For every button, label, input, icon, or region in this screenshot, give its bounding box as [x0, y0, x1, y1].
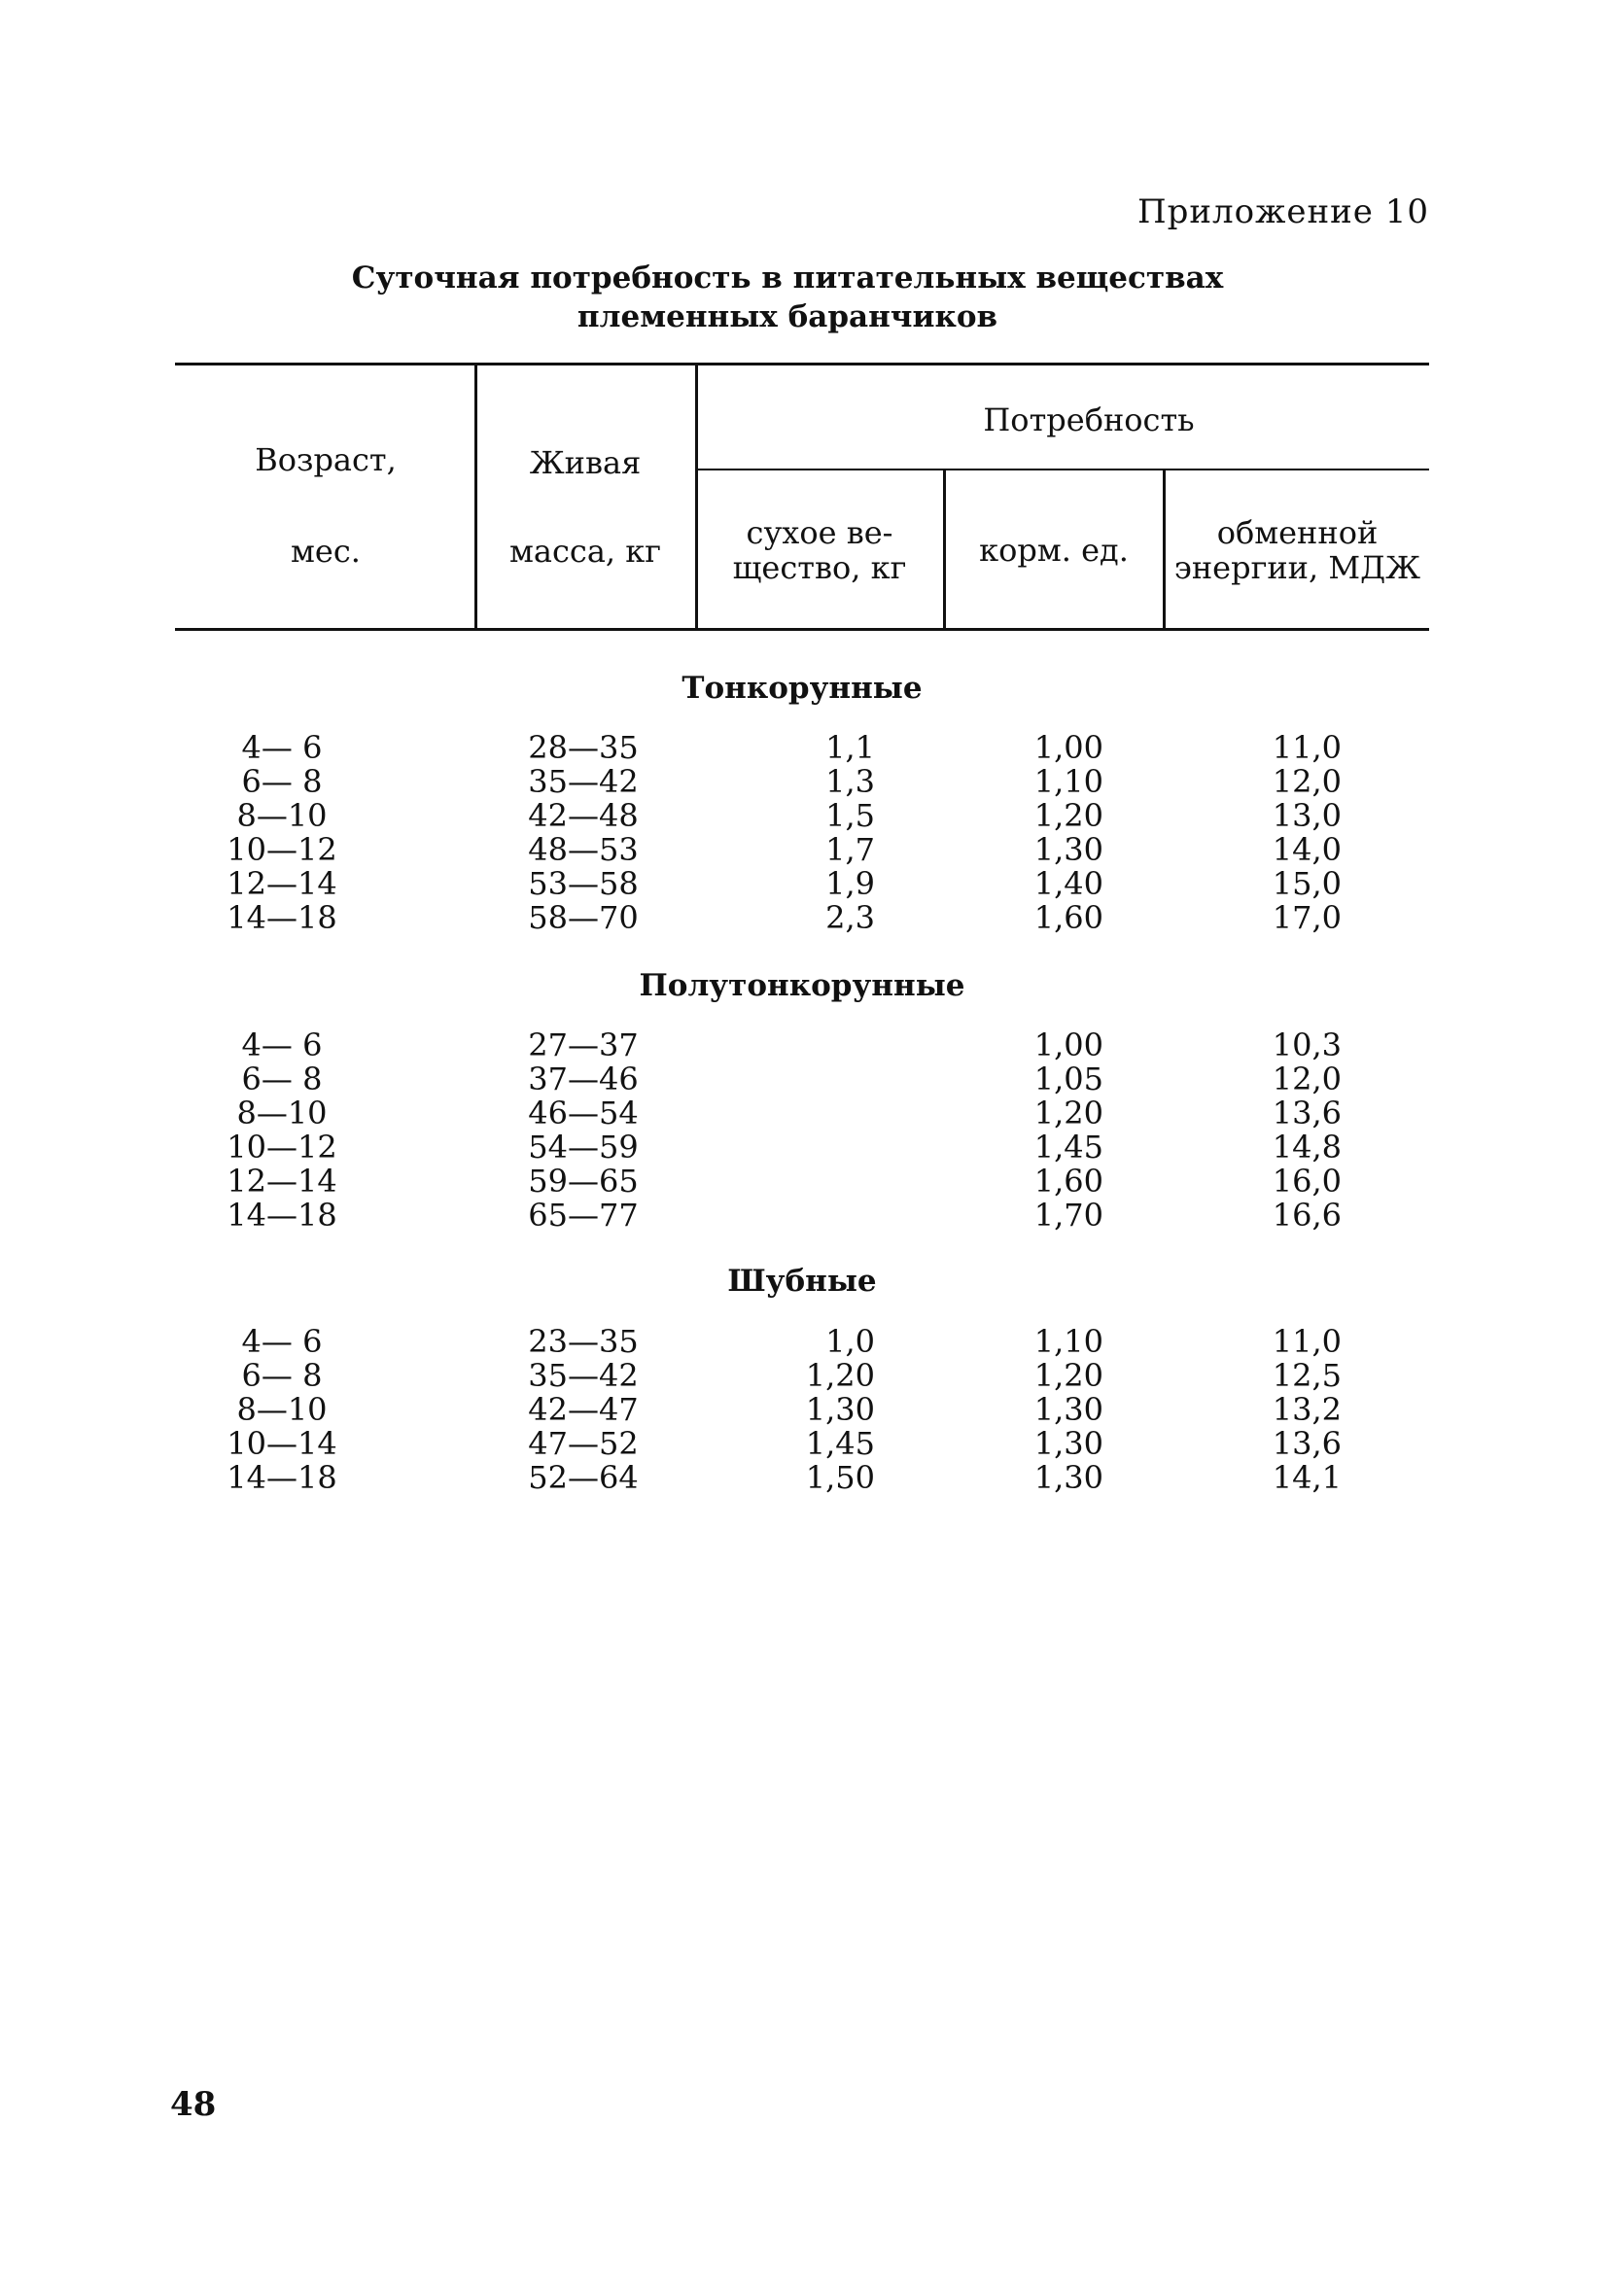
table-row — [0, 1324, 1608, 1359]
cell-feed-units: 1,30 — [1033, 831, 1103, 868]
cell-age: 12—14 — [227, 865, 337, 902]
cell-mass: 35—42 — [528, 1357, 639, 1394]
cell-feed-units: 1,00 — [1033, 1026, 1103, 1063]
cell-energy: 14,0 — [1272, 831, 1342, 868]
cell-mass: 42—48 — [528, 797, 639, 834]
cell-energy: 16,0 — [1272, 1163, 1342, 1200]
cell-mass: 35—42 — [528, 763, 639, 800]
header-mass-line-1: Живая — [529, 444, 642, 481]
table-row — [0, 730, 1608, 765]
table-row — [0, 1358, 1608, 1393]
column-divider-2 — [695, 365, 698, 628]
cell-feed-units: 1,60 — [1033, 1163, 1103, 1200]
cell-age: 14—18 — [227, 1197, 337, 1234]
cell-mass: 47—52 — [528, 1425, 639, 1462]
cell-feed-units: 1,45 — [1033, 1129, 1103, 1165]
cell-feed-units: 1,40 — [1033, 865, 1103, 902]
cell-dry-matter: 1,0 — [825, 1323, 875, 1360]
table-title-line-2: племенных баранчиков — [577, 299, 998, 334]
table-title-line-1: Суточная потребность в питательных веществах — [351, 261, 1224, 296]
cell-dry-matter: 1,30 — [805, 1391, 875, 1428]
cell-energy: 13,6 — [1272, 1095, 1342, 1131]
cell-age: 8—10 — [236, 1391, 328, 1428]
cell-mass: 59—65 — [528, 1163, 639, 1200]
header-need: Потребность — [983, 401, 1195, 438]
cell-mass: 65—77 — [528, 1197, 639, 1234]
cell-energy: 16,6 — [1272, 1197, 1342, 1234]
cell-mass: 23—35 — [528, 1323, 639, 1360]
cell-dry-matter: 1,20 — [805, 1357, 875, 1394]
cell-age: 10—14 — [227, 1425, 337, 1462]
need-sub-rule — [697, 469, 1429, 470]
cell-dry-matter: 1,45 — [805, 1425, 875, 1462]
table-row — [0, 1096, 1608, 1131]
header-mass — [478, 445, 692, 569]
cell-age: 10—12 — [227, 1129, 337, 1165]
table-row — [0, 1198, 1608, 1233]
appendix-label: Приложение 10 — [1136, 192, 1429, 231]
cell-mass: 54—59 — [528, 1129, 639, 1165]
cell-mass: 58—70 — [528, 899, 639, 936]
cell-feed-units: 1,20 — [1033, 797, 1103, 834]
cell-age: 14—18 — [227, 899, 337, 936]
table-row — [0, 1460, 1608, 1495]
cell-dry-matter: 1,7 — [825, 831, 875, 868]
table-row — [0, 866, 1608, 901]
cell-feed-units: 1,30 — [1033, 1391, 1103, 1428]
cell-energy: 17,0 — [1272, 899, 1342, 936]
header-bottom-rule — [175, 628, 1429, 631]
cell-age: 8—10 — [236, 1095, 328, 1131]
table-row — [0, 1426, 1608, 1461]
table-row — [0, 900, 1608, 935]
cell-age: 12—14 — [227, 1163, 337, 1200]
header-age-line-1: Возраст, — [255, 441, 397, 478]
cell-dry-matter: 1,5 — [825, 797, 875, 834]
section-title-fur-breeds: Шубные — [727, 1264, 877, 1299]
cell-mass: 46—54 — [528, 1095, 639, 1131]
cell-feed-units: 1,20 — [1033, 1095, 1103, 1131]
cell-feed-units: 1,30 — [1033, 1459, 1103, 1496]
header-dry-line-1: сухое ве- — [746, 514, 893, 551]
table-row — [0, 764, 1608, 799]
header-dry-line-2: щество, кг — [732, 549, 907, 586]
cell-energy: 10,3 — [1272, 1026, 1342, 1063]
header-mass-line-2: масса, кг — [509, 533, 661, 570]
table-row — [0, 1027, 1608, 1062]
header-dry-matter — [698, 515, 941, 585]
cell-dry-matter: 1,1 — [825, 729, 875, 766]
cell-age: 4— 6 — [241, 1026, 323, 1063]
cell-energy: 15,0 — [1272, 865, 1342, 902]
table-row — [0, 1130, 1608, 1165]
header-age — [180, 442, 472, 569]
cell-energy: 12,0 — [1272, 1061, 1342, 1097]
cell-age: 4— 6 — [241, 1323, 323, 1360]
header-feed-units: корм. ед. — [979, 532, 1129, 569]
cell-mass: 37—46 — [528, 1061, 639, 1097]
cell-dry-matter: 1,9 — [825, 865, 875, 902]
cell-energy: 12,0 — [1272, 763, 1342, 800]
cell-mass: 27—37 — [528, 1026, 639, 1063]
cell-age: 6— 8 — [241, 1061, 323, 1097]
cell-dry-matter: 1,3 — [825, 763, 875, 800]
cell-mass: 48—53 — [528, 831, 639, 868]
cell-energy: 11,0 — [1272, 729, 1342, 766]
cell-energy: 13,6 — [1272, 1425, 1342, 1462]
table-row — [0, 832, 1608, 867]
cell-age: 4— 6 — [241, 729, 323, 766]
cell-mass: 28—35 — [528, 729, 639, 766]
cell-mass: 53—58 — [528, 865, 639, 902]
cell-energy: 11,0 — [1272, 1323, 1342, 1360]
cell-energy: 13,2 — [1272, 1391, 1342, 1428]
cell-feed-units: 1,30 — [1033, 1425, 1103, 1462]
column-divider-1 — [474, 365, 477, 628]
table-top-rule — [175, 363, 1429, 365]
cell-feed-units: 1,10 — [1033, 763, 1103, 800]
header-energy — [1166, 515, 1429, 585]
cell-age: 10—12 — [227, 831, 337, 868]
cell-dry-matter: 1,50 — [805, 1459, 875, 1496]
header-energy-line-1: обменной — [1216, 514, 1379, 551]
header-age-line-2: мес. — [291, 533, 361, 570]
cell-energy: 13,0 — [1272, 797, 1342, 834]
cell-feed-units: 1,10 — [1033, 1323, 1103, 1360]
table-row — [0, 1392, 1608, 1427]
table-row — [0, 1061, 1608, 1096]
table-title — [292, 259, 1283, 336]
section-title-semi-fine-wool: Полутонкорунные — [639, 968, 965, 1003]
table-row — [0, 798, 1608, 833]
section-title-fine-wool: Тонкорунные — [682, 671, 923, 706]
cell-energy: 14,1 — [1272, 1459, 1342, 1496]
page-number: 48 — [170, 2085, 217, 2124]
table-row — [0, 1164, 1608, 1199]
cell-age: 8—10 — [236, 797, 328, 834]
cell-energy: 12,5 — [1272, 1357, 1342, 1394]
cell-feed-units: 1,20 — [1033, 1357, 1103, 1394]
cell-mass: 52—64 — [528, 1459, 639, 1496]
cell-mass: 42—47 — [528, 1391, 639, 1428]
cell-feed-units: 1,00 — [1033, 729, 1103, 766]
cell-feed-units: 1,70 — [1033, 1197, 1103, 1234]
cell-energy: 14,8 — [1272, 1129, 1342, 1165]
cell-feed-units: 1,60 — [1033, 899, 1103, 936]
cell-feed-units: 1,05 — [1033, 1061, 1103, 1097]
cell-age: 6— 8 — [241, 1357, 323, 1394]
cell-age: 14—18 — [227, 1459, 337, 1496]
cell-age: 6— 8 — [241, 763, 323, 800]
cell-dry-matter: 2,3 — [825, 899, 875, 936]
header-energy-line-2: энергии, МДЖ — [1173, 549, 1421, 586]
